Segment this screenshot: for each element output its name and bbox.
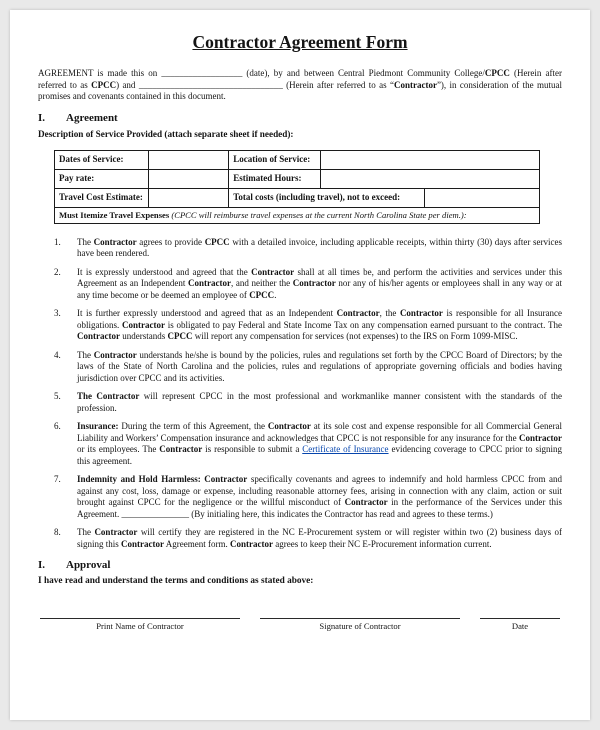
section-title: Agreement — [66, 111, 118, 124]
text-run: agrees to provide — [136, 236, 205, 247]
term-number: 3. — [54, 308, 61, 318]
term-text — [77, 391, 562, 414]
text-run: will represent CPCC in the most professional and workmanlike manner consistent with the standards of the profession. — [77, 391, 562, 413]
section-title: Approval — [66, 559, 111, 571]
text-run: shall at all times be, and perform the activities and services under this Agreement as an Independent — [77, 266, 562, 288]
term-item — [54, 267, 562, 302]
text-run: Contractor — [188, 278, 231, 288]
table-row — [55, 170, 539, 189]
text-run: is responsible for all Insurance obligations. — [77, 308, 562, 330]
text-run: . — [274, 289, 277, 300]
terms-list — [54, 237, 562, 551]
text-run: Contractor — [94, 527, 138, 537]
text-run: Must Itemize Travel Expenses — [59, 209, 172, 220]
term-text — [77, 350, 562, 385]
text-run: It is further expressly understood and agreed that as an Independent — [77, 308, 337, 318]
text-run: evidencing coverage to CPCC prior to signing this agreement. — [77, 444, 562, 466]
approval-statement: I have read and understand the terms and conditions as stated above: — [38, 576, 314, 586]
section-heading-approval — [38, 559, 562, 571]
text-run: CPCC — [91, 79, 117, 90]
text-run: Contractor — [204, 474, 248, 484]
text-run: Contractor — [336, 308, 380, 318]
text-run: Contractor — [93, 349, 137, 360]
term-number: 2. — [54, 266, 61, 277]
term-item — [54, 308, 562, 343]
location-of-service-value — [321, 151, 539, 169]
pay-rate-label: Pay rate: — [55, 170, 149, 188]
text-run: with a detailed invoice, including applicable receipts, within thirty (30) days after services have been rendered. — [77, 236, 562, 258]
term-text — [77, 308, 562, 343]
text-run: Contractor — [122, 319, 165, 330]
term-text — [77, 421, 562, 467]
text-run: , the — [379, 308, 400, 318]
text-run: (Herein after referred to as — [38, 68, 563, 90]
term-number: 5. — [54, 391, 61, 401]
text-run: Contractor — [159, 444, 203, 454]
print-name-field — [40, 618, 240, 631]
text-run: The — [77, 527, 95, 537]
text-run: agrees to keep their NC E-Procurement information current. — [272, 538, 492, 549]
text-run: Contractor — [229, 538, 273, 549]
term-item — [54, 350, 562, 385]
text-run: understands he/she is bound by the policies, rules and regulations set forth by the CPCC Board of Directors; by the laws of the State of North Carolina and the policies, rules and regulations of appropriate governing officials and bodies having jurisdiction over CPCC and its activities. — [77, 349, 562, 383]
text-run: Contractor — [344, 497, 388, 507]
agreement-intro-paragraph — [38, 68, 562, 103]
service-description-label: Description of Service Provided (attach separate sheet if needed): — [38, 128, 294, 139]
term-text — [77, 527, 562, 550]
estimated-hours-value — [321, 170, 539, 188]
term-text — [77, 267, 562, 302]
text-run: Insurance: — [77, 421, 119, 431]
text-run: (CPCC will reimburse travel expenses at the current North Carolina State per diem.): — [171, 209, 467, 220]
text-run: is responsible to submit a — [202, 444, 303, 454]
text-run: It is expressly understood and agreed that the — [77, 266, 252, 277]
text-run: Contractor — [393, 79, 437, 90]
service-details-table — [54, 150, 540, 224]
print-name-label: Print Name of Contractor — [96, 621, 184, 631]
text-run: will report any compensation for services (not expenses) to the IRS on Form 1099-MISC. — [192, 331, 518, 341]
term-number: 1. — [54, 236, 61, 247]
itemize-travel-expenses-note — [55, 208, 539, 223]
pay-rate-value — [149, 170, 229, 188]
text-run: CPCC — [204, 236, 230, 247]
text-run: is obligated to pay Federal and State Income Tax on any compensation earned pursuant to the contract. The — [164, 319, 563, 330]
certificate-of-insurance-link[interactable]: Certificate of Insurance — [302, 444, 389, 454]
term-item — [54, 391, 562, 414]
signature-label: Signature of Contractor — [319, 621, 401, 631]
term-number: 6. — [54, 421, 61, 431]
text-run: ) and — [116, 79, 139, 90]
text-run: nor any of his/her agents or employees shall in any way or at any time become or be deemed an employee of — [77, 278, 562, 300]
text-run: Contractor — [292, 278, 336, 288]
total-costs-label: Total costs (including travel), not to exceed: — [229, 189, 425, 207]
contract-document-page — [10, 10, 590, 720]
travel-cost-estimate-value — [149, 189, 229, 207]
text-run: or its employees. The — [77, 444, 160, 454]
text-run: Contractor — [519, 432, 562, 443]
section-number: I. — [38, 111, 46, 124]
text-run: in the performance of the Services under this Agreement. _______________ (By initialing here, this indicates the Contractor has read and agrees to these terms.) — [77, 497, 562, 519]
term-number: 8. — [54, 527, 61, 537]
text-run: Contractor — [93, 236, 137, 247]
text-run: CPCC — [249, 289, 275, 300]
text-run: specifically covenants and agrees to indemnify and hold harmless CPCC from and against any cost, loss, damage or expense, including reasonable attorney fees, arising in connection with any claim, action or suit brought against CPCC for the negligence or the willful misconduct of — [77, 474, 563, 507]
text-run: During the term of this Agreement, the — [118, 421, 268, 431]
text-run: CPCC — [484, 68, 510, 78]
text-run: __________________ — [161, 68, 243, 78]
text-run: AGREEMENT is made this on — [38, 68, 162, 78]
text-run: understands — [119, 331, 168, 341]
text-run: Indemnity and Hold Harmless: — [77, 474, 201, 484]
text-run: at its sole cost and expense responsible for all Commercial General Liability and Workers’ Compensation insurance and acknowledges that CPCC is not responsible for any insurance for the — [77, 421, 562, 443]
text-run: The — [77, 349, 94, 360]
dates-of-service-label: Dates of Service: — [55, 151, 149, 169]
text-run: The — [77, 236, 94, 247]
text-run: (Herein after referred to as “ — [282, 79, 394, 90]
total-costs-value — [425, 189, 539, 207]
section-heading-agreement — [38, 112, 562, 124]
travel-cost-estimate-label: Travel Cost Estimate: — [55, 189, 149, 207]
table-row — [55, 151, 539, 170]
term-item — [54, 474, 562, 520]
text-run: , and neither the — [231, 278, 293, 288]
term-item — [54, 237, 562, 260]
text-run: Contractor — [251, 266, 295, 277]
text-run: will certify they are registered in the NC E-Procurement system or will register within two (2) business days of signing this — [77, 527, 563, 549]
text-run: Contractor — [399, 308, 443, 318]
location-of-service-label: Location of Service: — [229, 151, 321, 169]
term-number: 7. — [54, 474, 61, 484]
signature-row — [38, 618, 562, 631]
signature-field — [260, 618, 460, 631]
estimated-hours-label: Estimated Hours: — [229, 170, 321, 188]
section-number: I. — [38, 559, 46, 571]
text-run: (date), by and between Central Piedmont Community College/ — [242, 68, 485, 78]
term-number: 4. — [54, 349, 61, 360]
text-run: Contractor — [267, 421, 311, 431]
term-item — [54, 527, 562, 550]
text-run: CPCC — [167, 331, 193, 341]
table-row — [55, 189, 539, 208]
text-run: ”), in consideration of the mutual promises and covenants contained in this document. — [38, 79, 562, 101]
date-field — [480, 618, 560, 631]
document-title: Contractor Agreement Form — [192, 32, 408, 52]
text-run: The Contractor — [77, 391, 140, 401]
text-run: Contractor — [121, 538, 164, 549]
text-run: Agreement form. — [164, 538, 230, 549]
term-text — [77, 474, 562, 520]
text-run: ________________________________ — [138, 79, 283, 90]
text-run: Contractor — [77, 331, 120, 341]
dates-of-service-value — [149, 151, 229, 169]
term-item — [54, 421, 562, 467]
date-label: Date — [511, 621, 529, 631]
term-text — [77, 237, 562, 260]
